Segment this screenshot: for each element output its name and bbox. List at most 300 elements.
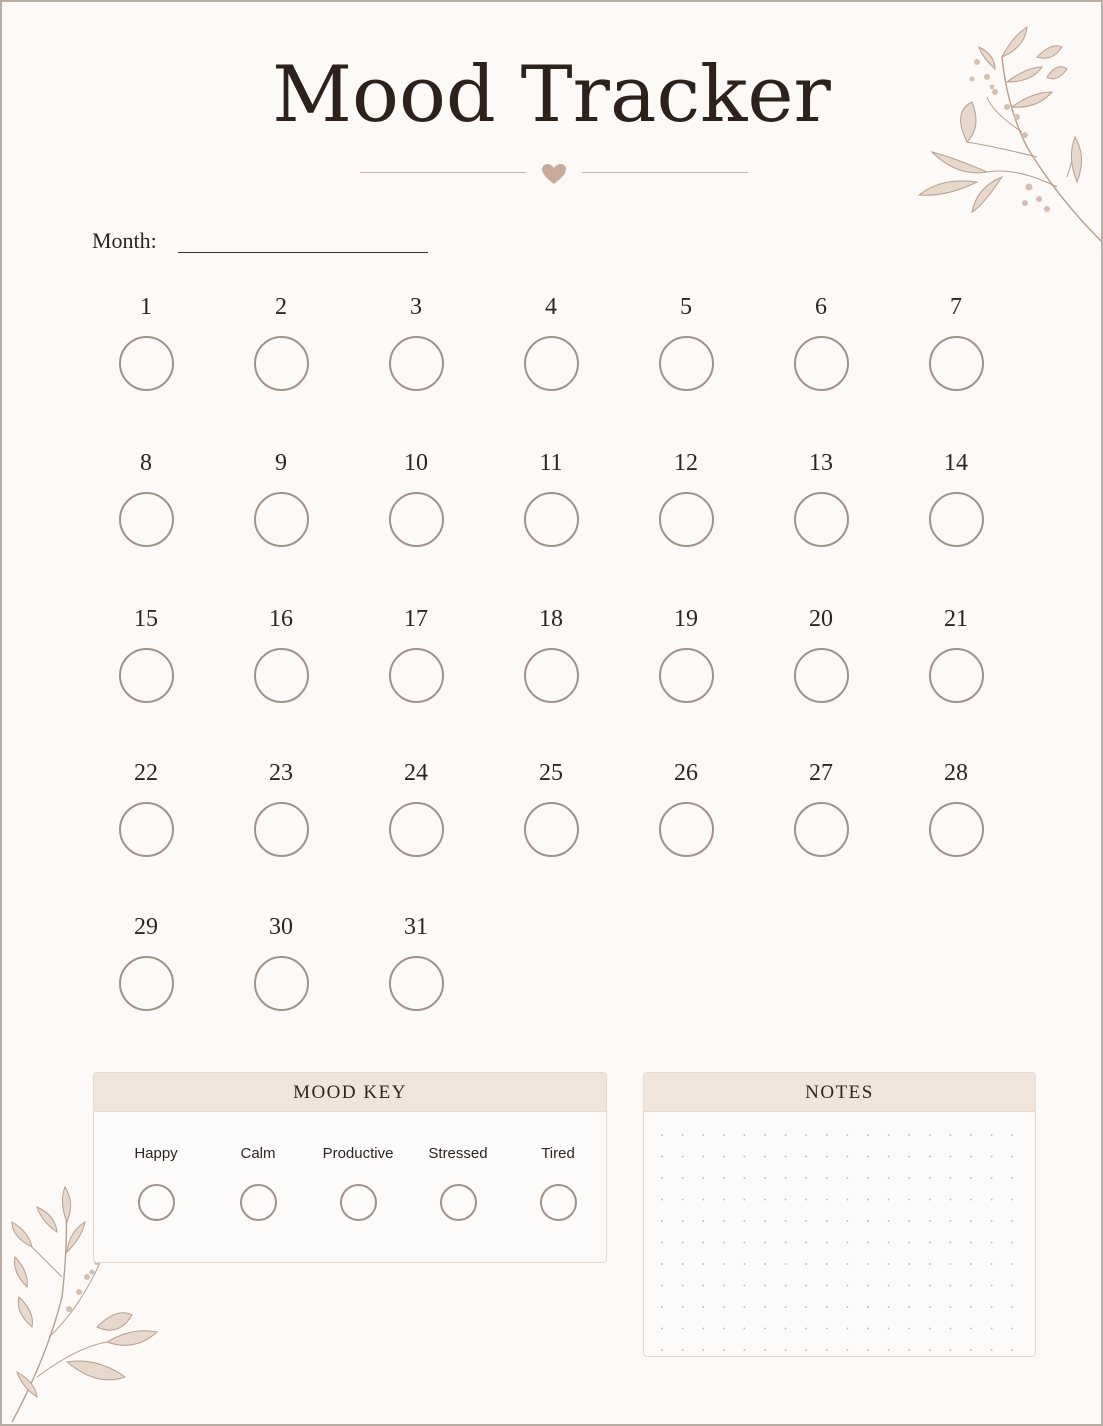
note-dot — [826, 1156, 828, 1158]
note-dot — [867, 1199, 869, 1201]
day-mood-circle[interactable] — [389, 956, 444, 1011]
day-mood-circle[interactable] — [524, 648, 579, 703]
note-dot — [805, 1156, 807, 1158]
note-dot — [888, 1306, 890, 1308]
day-cell — [511, 604, 591, 703]
note-dot — [908, 1199, 910, 1201]
note-dot — [826, 1242, 828, 1244]
day-mood-circle[interactable] — [794, 648, 849, 703]
note-dot — [908, 1242, 910, 1244]
note-dot — [702, 1156, 704, 1158]
month-label: Month: — [92, 228, 157, 253]
note-dot — [661, 1328, 663, 1330]
day-mood-circle[interactable] — [119, 336, 174, 391]
note-dot — [888, 1134, 890, 1136]
day-number: 28 — [944, 760, 968, 786]
note-dot — [743, 1285, 745, 1287]
note-dot — [846, 1285, 848, 1287]
note-dot — [1011, 1263, 1013, 1265]
mood-key-label: Stressed — [428, 1145, 488, 1162]
day-cell — [376, 758, 456, 857]
note-dot — [764, 1263, 766, 1265]
note-dot — [908, 1134, 910, 1136]
day-number: 10 — [404, 450, 428, 476]
day-number: 30 — [269, 914, 293, 940]
note-dot — [805, 1349, 807, 1351]
note-dot — [805, 1242, 807, 1244]
note-dot — [1011, 1285, 1013, 1287]
note-dot — [743, 1220, 745, 1222]
note-dot — [764, 1328, 766, 1330]
note-dot — [867, 1263, 869, 1265]
mood-key-circle[interactable] — [340, 1184, 377, 1221]
day-cell — [241, 604, 321, 703]
note-dot — [826, 1349, 828, 1351]
note-dot — [743, 1306, 745, 1308]
note-dot — [785, 1156, 787, 1158]
note-dot — [661, 1263, 663, 1265]
note-dot — [723, 1156, 725, 1158]
day-cell — [916, 292, 996, 391]
mood-key-circle[interactable] — [540, 1184, 577, 1221]
note-dot — [1011, 1242, 1013, 1244]
day-number: 18 — [539, 606, 563, 632]
day-mood-circle[interactable] — [794, 802, 849, 857]
note-dot — [949, 1156, 951, 1158]
day-mood-circle[interactable] — [524, 492, 579, 547]
mood-key-item — [208, 1145, 308, 1221]
mood-key-heading: MOOD KEY — [94, 1073, 606, 1112]
note-dot — [826, 1177, 828, 1179]
day-cell — [241, 912, 321, 1011]
note-dot — [743, 1349, 745, 1351]
divider-line-left — [360, 172, 526, 173]
day-mood-circle[interactable] — [119, 648, 174, 703]
note-dot — [970, 1177, 972, 1179]
note-dot — [949, 1177, 951, 1179]
note-dot — [846, 1220, 848, 1222]
day-cell — [241, 758, 321, 857]
day-cell — [106, 448, 186, 547]
note-dot — [1011, 1156, 1013, 1158]
day-mood-circle[interactable] — [389, 492, 444, 547]
note-dot — [785, 1285, 787, 1287]
note-dot — [805, 1177, 807, 1179]
day-mood-circle[interactable] — [119, 802, 174, 857]
note-dot — [723, 1328, 725, 1330]
note-dot — [702, 1349, 704, 1351]
mood-key-label: Tired — [541, 1145, 575, 1162]
day-number: 7 — [950, 294, 962, 320]
note-dot — [702, 1242, 704, 1244]
day-number: 2 — [275, 294, 287, 320]
day-cell — [511, 292, 591, 391]
note-dot — [888, 1285, 890, 1287]
day-number: 4 — [545, 294, 557, 320]
month-input-line[interactable] — [178, 252, 428, 253]
note-dot — [888, 1177, 890, 1179]
note-dot — [908, 1177, 910, 1179]
note-dot — [785, 1306, 787, 1308]
note-dot — [805, 1328, 807, 1330]
note-dot — [1011, 1199, 1013, 1201]
note-dot — [661, 1349, 663, 1351]
note-dot — [723, 1220, 725, 1222]
divider-line-right — [582, 172, 748, 173]
note-dot — [846, 1134, 848, 1136]
note-dot — [1011, 1306, 1013, 1308]
note-dot — [805, 1134, 807, 1136]
note-dot — [743, 1328, 745, 1330]
note-dot — [908, 1349, 910, 1351]
day-cell — [106, 912, 186, 1011]
note-dot — [743, 1199, 745, 1201]
note-dot — [702, 1285, 704, 1287]
day-mood-circle[interactable] — [389, 648, 444, 703]
day-mood-circle[interactable] — [254, 336, 309, 391]
note-dot — [723, 1349, 725, 1351]
month-field[interactable] — [92, 228, 157, 254]
note-dot — [991, 1242, 993, 1244]
day-cell — [916, 448, 996, 547]
note-dot — [991, 1263, 993, 1265]
day-cell — [106, 604, 186, 703]
note-dot — [929, 1349, 931, 1351]
day-cell — [646, 758, 726, 857]
note-dot — [929, 1134, 931, 1136]
note-dot — [1011, 1220, 1013, 1222]
note-dot — [846, 1156, 848, 1158]
note-dot — [682, 1242, 684, 1244]
day-number: 19 — [674, 606, 698, 632]
day-number: 29 — [134, 914, 158, 940]
note-dot — [867, 1349, 869, 1351]
note-dot — [867, 1156, 869, 1158]
mood-key-panel — [93, 1072, 607, 1263]
note-dot — [785, 1349, 787, 1351]
note-dot — [702, 1220, 704, 1222]
day-mood-circle[interactable] — [524, 336, 579, 391]
day-number: 1 — [140, 294, 152, 320]
day-cell — [916, 758, 996, 857]
title-divider — [360, 162, 748, 186]
notes-heading: NOTES — [644, 1073, 1035, 1112]
note-dot — [661, 1242, 663, 1244]
note-dot — [908, 1285, 910, 1287]
note-dot — [908, 1306, 910, 1308]
note-dot — [949, 1134, 951, 1136]
note-dot — [764, 1349, 766, 1351]
note-dot — [991, 1199, 993, 1201]
note-dot — [867, 1242, 869, 1244]
note-dot — [785, 1199, 787, 1201]
note-dot — [970, 1349, 972, 1351]
note-dot — [702, 1306, 704, 1308]
day-mood-circle[interactable] — [659, 648, 714, 703]
day-mood-circle[interactable] — [929, 492, 984, 547]
day-mood-circle[interactable] — [524, 802, 579, 857]
note-dot — [826, 1263, 828, 1265]
day-number: 6 — [815, 294, 827, 320]
note-dot — [743, 1156, 745, 1158]
note-dot — [991, 1156, 993, 1158]
note-dot — [702, 1328, 704, 1330]
note-dot — [970, 1242, 972, 1244]
day-number: 25 — [539, 760, 563, 786]
day-cell — [646, 292, 726, 391]
note-dot — [826, 1134, 828, 1136]
day-number: 14 — [944, 450, 968, 476]
note-dot — [785, 1263, 787, 1265]
note-dot — [805, 1199, 807, 1201]
note-dot — [723, 1242, 725, 1244]
note-dot — [785, 1328, 787, 1330]
note-dot — [970, 1328, 972, 1330]
note-dot — [991, 1349, 993, 1351]
note-dot — [949, 1349, 951, 1351]
note-dot — [702, 1199, 704, 1201]
note-dot — [764, 1177, 766, 1179]
note-dot — [867, 1328, 869, 1330]
dot-grid — [644, 1113, 1035, 1356]
day-number: 21 — [944, 606, 968, 632]
mood-key-circle[interactable] — [240, 1184, 277, 1221]
note-dot — [702, 1177, 704, 1179]
note-dot — [970, 1199, 972, 1201]
note-dot — [805, 1263, 807, 1265]
note-dot — [867, 1285, 869, 1287]
note-dot — [661, 1285, 663, 1287]
note-dot — [970, 1285, 972, 1287]
note-dot — [702, 1134, 704, 1136]
day-number: 16 — [269, 606, 293, 632]
note-dot — [785, 1220, 787, 1222]
day-mood-circle[interactable] — [119, 492, 174, 547]
day-number: 23 — [269, 760, 293, 786]
note-dot — [888, 1349, 890, 1351]
day-number: 8 — [140, 450, 152, 476]
note-dot — [826, 1306, 828, 1308]
note-dot — [929, 1177, 931, 1179]
note-dot — [764, 1156, 766, 1158]
heart-icon — [541, 163, 567, 185]
note-dot — [991, 1220, 993, 1222]
note-dot — [682, 1285, 684, 1287]
day-mood-circle[interactable] — [254, 492, 309, 547]
note-dot — [949, 1199, 951, 1201]
note-dot — [867, 1177, 869, 1179]
day-mood-circle[interactable] — [929, 802, 984, 857]
mood-key-item — [106, 1145, 206, 1221]
notes-panel[interactable] — [643, 1072, 1036, 1357]
note-dot — [846, 1349, 848, 1351]
day-cell — [781, 448, 861, 547]
note-dot — [682, 1306, 684, 1308]
note-dot — [846, 1199, 848, 1201]
note-dot — [826, 1328, 828, 1330]
note-dot — [929, 1328, 931, 1330]
day-mood-circle[interactable] — [794, 492, 849, 547]
note-dot — [949, 1242, 951, 1244]
day-mood-circle[interactable] — [659, 802, 714, 857]
mood-key-circle[interactable] — [440, 1184, 477, 1221]
day-mood-circle[interactable] — [254, 648, 309, 703]
note-dot — [723, 1306, 725, 1308]
day-number: 17 — [404, 606, 428, 632]
note-dot — [929, 1199, 931, 1201]
note-dot — [970, 1306, 972, 1308]
note-dot — [991, 1285, 993, 1287]
note-dot — [846, 1263, 848, 1265]
note-dot — [743, 1263, 745, 1265]
mood-key-label: Calm — [240, 1145, 276, 1162]
day-cell — [646, 448, 726, 547]
note-dot — [764, 1220, 766, 1222]
day-cell — [241, 292, 321, 391]
note-dot — [929, 1285, 931, 1287]
day-mood-circle[interactable] — [929, 336, 984, 391]
note-dot — [826, 1220, 828, 1222]
day-mood-circle[interactable] — [389, 802, 444, 857]
mood-key-item — [308, 1145, 408, 1221]
mood-key-label: Productive — [322, 1145, 394, 1162]
note-dot — [702, 1263, 704, 1265]
note-dot — [970, 1263, 972, 1265]
note-dot — [764, 1199, 766, 1201]
note-dot — [723, 1134, 725, 1136]
day-number: 24 — [404, 760, 428, 786]
day-mood-circle[interactable] — [254, 956, 309, 1011]
mood-key-item — [408, 1145, 508, 1221]
note-dot — [949, 1328, 951, 1330]
note-dot — [785, 1177, 787, 1179]
note-dot — [661, 1134, 663, 1136]
day-cell — [106, 292, 186, 391]
note-dot — [888, 1242, 890, 1244]
note-dot — [929, 1156, 931, 1158]
note-dot — [661, 1199, 663, 1201]
note-dot — [682, 1134, 684, 1136]
note-dot — [991, 1134, 993, 1136]
note-dot — [764, 1134, 766, 1136]
day-mood-circle[interactable] — [389, 336, 444, 391]
day-cell — [781, 758, 861, 857]
note-dot — [826, 1199, 828, 1201]
note-dot — [970, 1220, 972, 1222]
mood-key-circle[interactable] — [138, 1184, 175, 1221]
note-dot — [991, 1177, 993, 1179]
day-number: 5 — [680, 294, 692, 320]
note-dot — [682, 1220, 684, 1222]
note-dot — [1011, 1328, 1013, 1330]
note-dot — [826, 1285, 828, 1287]
note-dot — [908, 1263, 910, 1265]
note-dot — [991, 1328, 993, 1330]
mood-key-item — [508, 1145, 607, 1221]
note-dot — [929, 1242, 931, 1244]
note-dot — [785, 1134, 787, 1136]
note-dot — [682, 1328, 684, 1330]
note-dot — [846, 1306, 848, 1308]
day-mood-circle[interactable] — [794, 336, 849, 391]
note-dot — [888, 1199, 890, 1201]
day-cell — [241, 448, 321, 547]
note-dot — [949, 1220, 951, 1222]
day-number: 9 — [275, 450, 287, 476]
note-dot — [888, 1328, 890, 1330]
note-dot — [1011, 1134, 1013, 1136]
note-dot — [743, 1177, 745, 1179]
day-number: 3 — [410, 294, 422, 320]
day-cell — [106, 758, 186, 857]
note-dot — [970, 1134, 972, 1136]
note-dot — [888, 1156, 890, 1158]
day-mood-circle[interactable] — [929, 648, 984, 703]
note-dot — [908, 1220, 910, 1222]
day-mood-circle[interactable] — [659, 492, 714, 547]
day-cell — [376, 448, 456, 547]
note-dot — [743, 1134, 745, 1136]
note-dot — [723, 1199, 725, 1201]
note-dot — [908, 1156, 910, 1158]
day-cell — [646, 604, 726, 703]
note-dot — [888, 1220, 890, 1222]
mood-key-label: Happy — [134, 1145, 178, 1162]
note-dot — [970, 1156, 972, 1158]
day-cell — [376, 292, 456, 391]
day-number: 22 — [134, 760, 158, 786]
day-cell — [376, 604, 456, 703]
note-dot — [682, 1156, 684, 1158]
day-number: 11 — [539, 450, 563, 476]
day-mood-circle[interactable] — [659, 336, 714, 391]
note-dot — [888, 1263, 890, 1265]
note-dot — [1011, 1349, 1013, 1351]
day-cell — [781, 604, 861, 703]
day-number: 15 — [134, 606, 158, 632]
day-number: 26 — [674, 760, 698, 786]
note-dot — [805, 1306, 807, 1308]
note-dot — [908, 1328, 910, 1330]
note-dot — [723, 1263, 725, 1265]
day-mood-circle[interactable] — [254, 802, 309, 857]
note-dot — [723, 1177, 725, 1179]
note-dot — [723, 1285, 725, 1287]
note-dot — [805, 1285, 807, 1287]
page-title: Mood Tracker — [272, 50, 831, 140]
note-dot — [949, 1306, 951, 1308]
note-dot — [805, 1220, 807, 1222]
note-dot — [929, 1306, 931, 1308]
note-dot — [949, 1285, 951, 1287]
day-number: 12 — [674, 450, 698, 476]
day-number: 27 — [809, 760, 833, 786]
day-number: 31 — [404, 914, 428, 940]
day-number: 20 — [809, 606, 833, 632]
note-dot — [661, 1306, 663, 1308]
note-dot — [929, 1263, 931, 1265]
note-dot — [991, 1306, 993, 1308]
note-dot — [743, 1242, 745, 1244]
note-dot — [785, 1242, 787, 1244]
note-dot — [1011, 1177, 1013, 1179]
day-mood-circle[interactable] — [119, 956, 174, 1011]
note-dot — [846, 1177, 848, 1179]
note-dot — [682, 1177, 684, 1179]
note-dot — [661, 1177, 663, 1179]
note-dot — [867, 1306, 869, 1308]
day-cell — [916, 604, 996, 703]
